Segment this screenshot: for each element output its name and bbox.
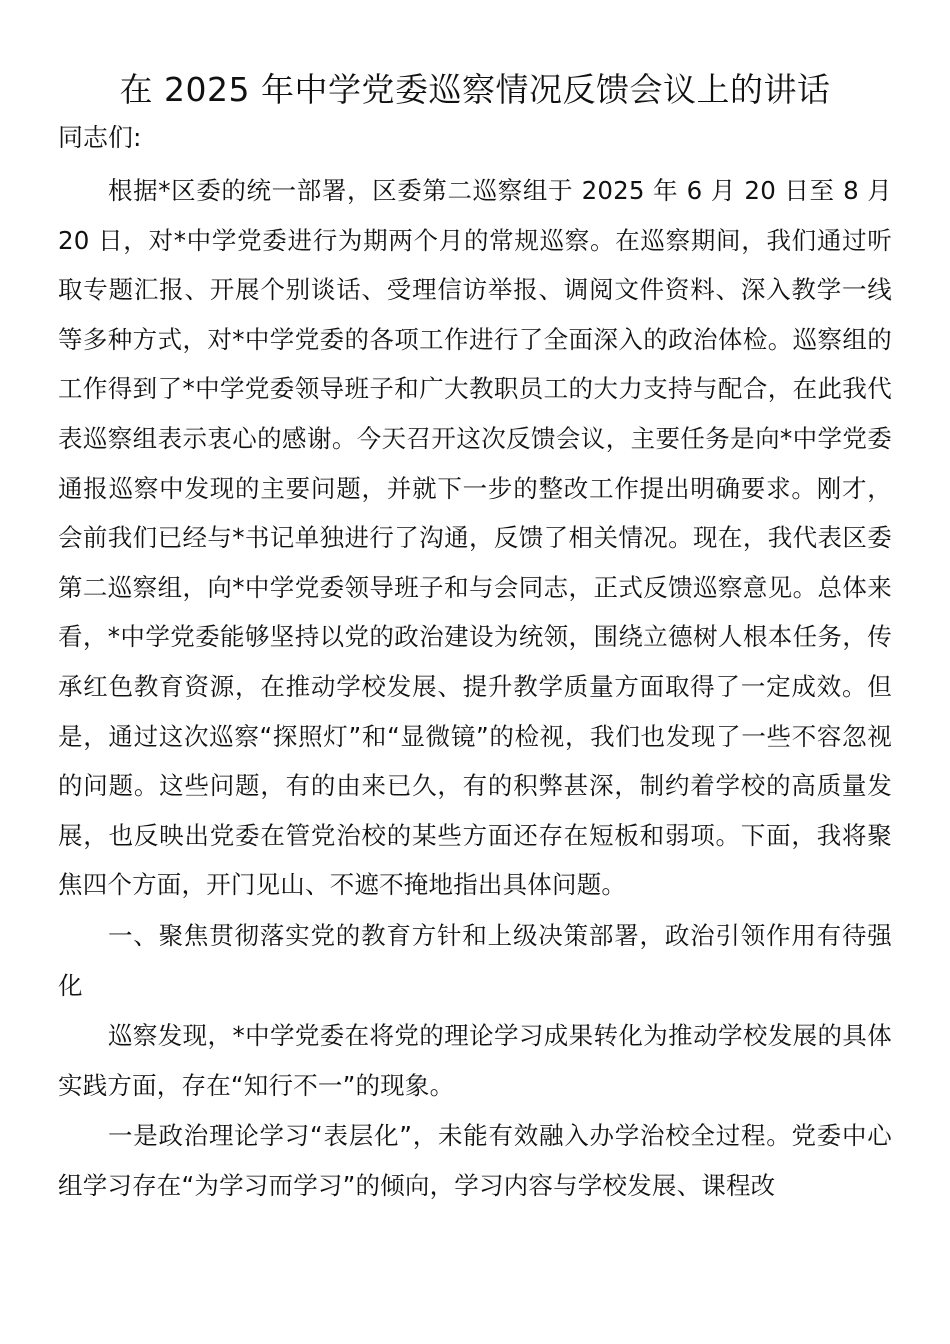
paragraph-point-1: 一是政治理论学习“表层化”，未能有效融入办学治校全过程。党委中心组学习存在“为学习而学习”的倾向，学习内容与学校发展、课程改 [58, 1121, 892, 1200]
paragraph-finding: 巡察发现，*中学党委在将党的理论学习成果转化为推动学校发展的具体实践方面，存在“知行不一”的现象。 [58, 1021, 892, 1100]
section-heading-1: 一、聚焦贯彻落实党的教育方针和上级决策部署，政治引领作用有待强化 [58, 920, 892, 1000]
document-title: 在 2025 年中学党委巡察情况反馈会议上的讲话 [119, 70, 831, 109]
document-body [58, 166, 892, 1211]
salutation: 同志们: [58, 123, 142, 152]
paragraph-intro: 根据*区委的统一部署，区委第二巡察组于 2025 年 6 月 20 日至 8 月 20 日，对*中学党委进行为期两个月的常规巡察。在巡察期间，我们通过听取专题汇报、开展个别谈话、受理信访举报、调阅文件资料、深入教学一线等多种方式，对*中学党委的各项工作进行了全面深入的政治体检。巡察组的工作得到了*中学党委领导班子和广大教职员工的大力支持与配合，在此我代表巡察组表示衷心的感谢。今天召开这次反馈会议，主要任务是向*中学党委通报巡察中发现的主要问题，并就下一步的整改工作提出明确要求。刚才，会前我们已经与*书记单独进行了沟通，反馈了相关情况。现在，我代表区委第二巡察组，向*中学党委领导班子和与会同志，正式反馈巡察意见。总体来看，*中学党委能够坚持以党的政治建设为统领，围绕立德树人根本任务，传承红色教育资源，在推动学校发展、提升教学质量方面取得了一定成效。但是，通过这次巡察“探照灯”和“显微镜”的检视，我们也发现了一些不容忽视的问题。这些问题，有的由来已久，有的积弊甚深，制约着学校的高质量发展，也反映出党委在管党治校的某些方面还存在短板和弱项。下面，我将聚焦四个方面，开门见山、不遮不掩地指出具体问题。 [58, 176, 892, 900]
